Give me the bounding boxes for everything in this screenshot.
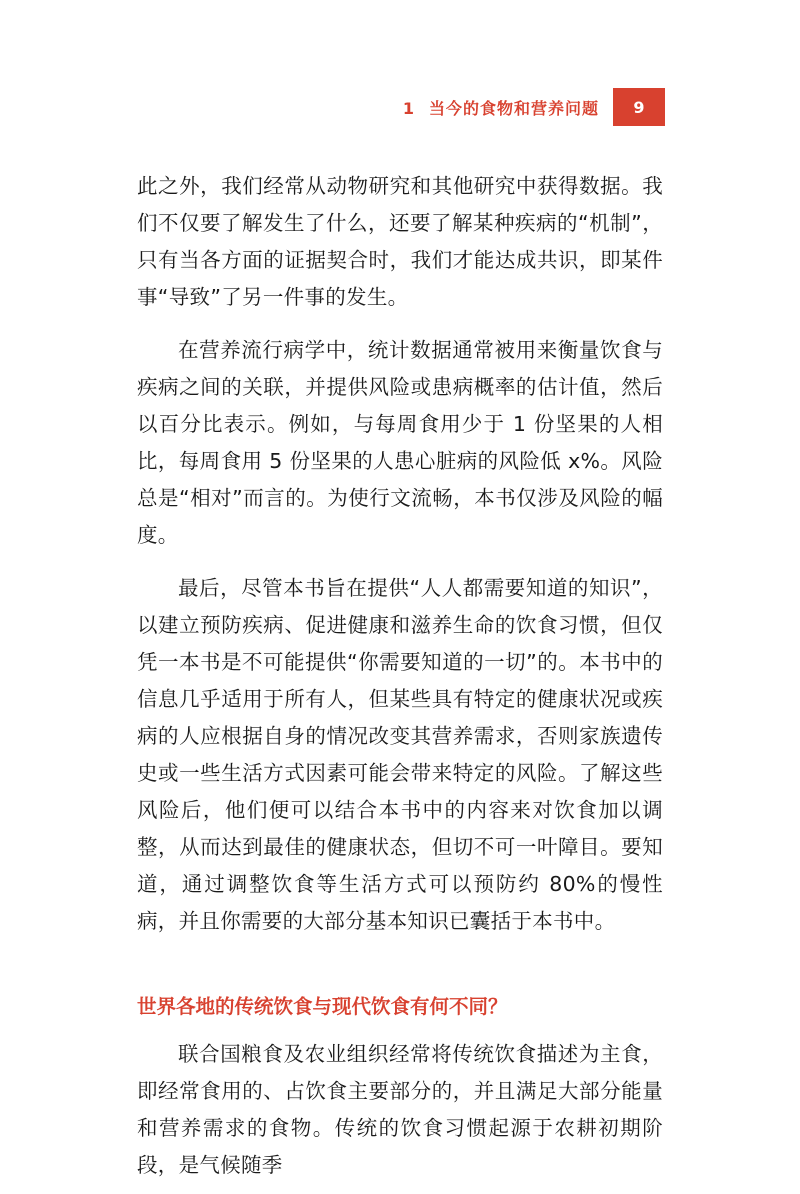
paragraph-traditional-diet: 联合国粮食及农业组织经常将传统饮食描述为主食，即经常食用的、占饮食主要部分的，并且满足大部分能量和营养需求的食物。传统的饮食习惯起源于农耕初期阶段，是气候随季 (137, 1042, 663, 1177)
chapter-number: 1 (402, 98, 415, 118)
chapter-title: 当今的食物和营养问题 (428, 98, 599, 118)
paragraph-book-scope: 最后，尽管本书旨在提供“人人都需要知道的知识”，以建立预防疾病、促进健康和滋养生命的饮食习惯，但仅凭一本书是不可能提供“你需要知道的一切”的。本书中的信息几乎适用于所有人，但某些具有特定的健康状况或疾病的人应根据自身的情况改变其营养需求，否则家族遗传史或一些生活方式因素可能会带来特定的风险。了解这些风险后，他们便可以结合本书中的内容来对饮食加以调整，从而达到最佳的健康状态，但切不可一叶障目。要知道，通过调整饮食等生活方式可以预防约 80%的慢性病，并且你需要的大部分基本知识已囊括于本书中。 (137, 576, 663, 933)
body-text (137, 168, 663, 1184)
running-header (403, 88, 665, 126)
section-heading: 世界各地的传统饮食与现代饮食有何不同？ (137, 995, 508, 1018)
chapter-heading (403, 96, 599, 119)
page-number: 9 (613, 88, 665, 126)
paragraph-continued: 此之外，我们经常从动物研究和其他研究中获得数据。我们不仅要了解发生了什么，还要了解某种疾病的“机制”，只有当各方面的证据契合时，我们才能达成共识，即某件事“导致”了另一件事的发生。 (137, 174, 663, 309)
paragraph-epidemiology: 在营养流行病学中，统计数据通常被用来衡量饮食与疾病之间的关联，并提供风险或患病概率的估计值，然后以百分比表示。例如，与每周食用少于 1 份坚果的人相比，每周食用 5 份坚果的人患心脏病的风险低 x%。风险总是“相对”而言的。为使行文流畅，本书仅涉及风险的幅度。 (137, 338, 663, 547)
